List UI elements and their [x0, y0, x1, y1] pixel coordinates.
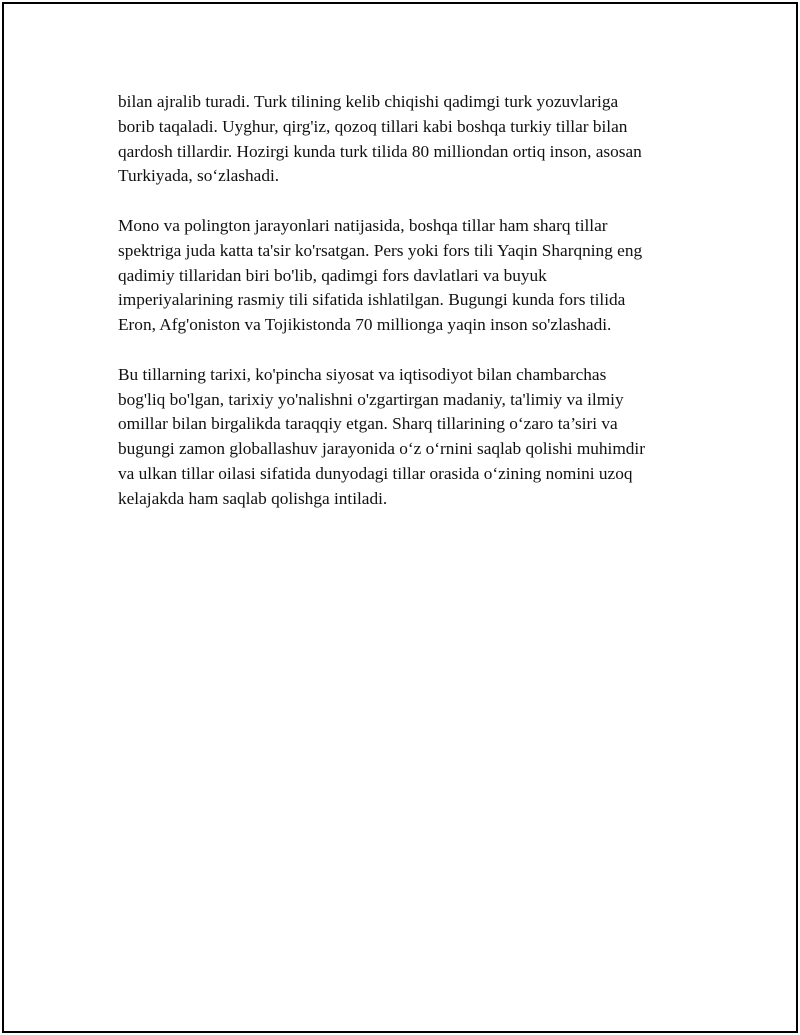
text-line: qardosh tillardir. Hozirgi kunda turk tilida 80 milliondan ortiq inson, asosan: [118, 141, 642, 161]
text-line: Bu tillarning tarixi, ko'pincha siyosat va iqtisodiyot bilan chambarchas: [118, 364, 607, 384]
text-line: bog'liq bo'lgan, tarixiy yo'nalishni o'zgartirgan madaniy, ta'limiy va ilmiy: [118, 389, 624, 409]
text-line: bilan ajralib turadi. Turk tilining kelib chiqishi qadimgi turk yozuvlariga: [118, 92, 619, 111]
text-line: va ulkan tillar oilasi sifatida dunyodagi tillar orasida o‘zining nomini uzoq: [118, 463, 633, 483]
text-line: omillar bilan birgalikda taraqqiy etgan. Sharq tillarining o‘zaro ta’siri va: [118, 414, 618, 434]
paragraph-1: [118, 90, 698, 189]
text-line: bugungi zamon globallashuv jarayonida o‘z o‘rnini saqlab qolishi muhimdir: [118, 439, 645, 459]
text-line: spektriga juda katta ta'sir ko'rsatgan. Pers yoki fors tili Yaqin Sharqning eng: [118, 240, 643, 260]
text-line: Eron, Afg'oniston va Tojikistonda 70 millionga yaqin inson so'zlashadi.: [118, 315, 612, 335]
paragraph-3: [118, 363, 698, 512]
text-line: qadimiy tillaridan biri bo'lib, qadimgi fors davlatlari va buyuk: [118, 265, 547, 285]
paragraph-2: [118, 214, 698, 338]
text-line: imperiyalarining rasmiy tili sifatida ishlatilgan. Bugungi kunda fors tilida: [118, 290, 626, 310]
text-line: borib taqaladi. Uyghur, qirg'iz, qozoq tillari kabi boshqa turkiy tillar bilan: [118, 116, 628, 136]
text-line: Mono va polington jarayonlari natijasida, boshqa tillar ham sharq tillar: [118, 215, 608, 235]
text-line: kelajakda ham saqlab qolishga intiladi.: [118, 488, 388, 508]
document-body: [118, 90, 698, 536]
text-line: Turkiyada, so‘zlashadi.: [118, 166, 280, 186]
